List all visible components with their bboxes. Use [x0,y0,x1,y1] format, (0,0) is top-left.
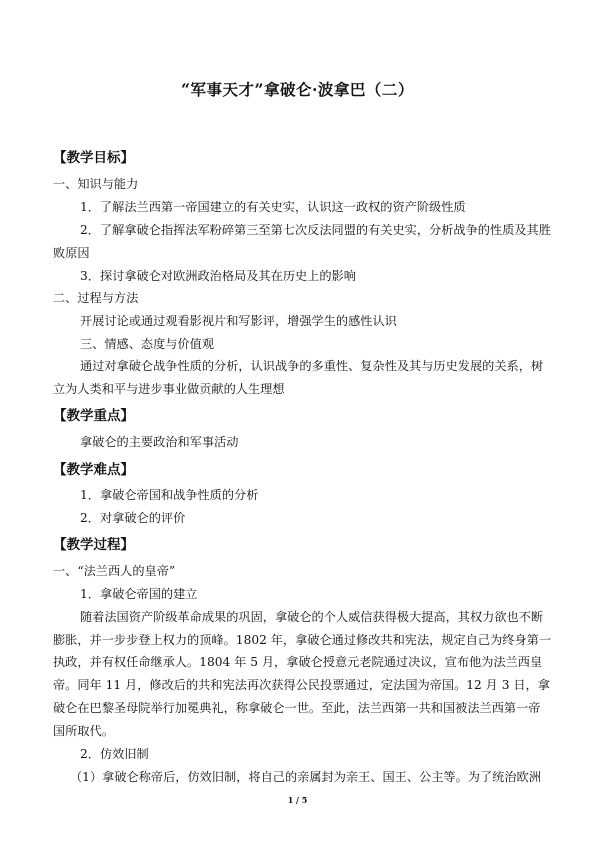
goals-paragraph-3-cont: 立为人类和平与进步事业做贡献的人生理想 [53,382,285,396]
goals-item-2: 2．了解拿破仑指挥法军粉碎第三至第七次反法同盟的有关史实，分析战争的性质及其胜 [80,223,551,237]
key-paragraph: 拿破仑的主要政治和军事活动 [80,435,239,449]
section-heading-key: 【教学重点】 [53,408,134,424]
goals-paragraph-2: 开展讨论或通过观看影视片和写影评，增强学生的感性认识 [80,314,397,328]
process-line-7: （1）拿破仑称帝后，仿效旧制，将自己的亲属封为亲王、国王、公主等。为了统治欧洲 [70,770,541,784]
section-heading-process: 【教学过程】 [53,537,134,553]
difficulty-item-1: 1．拿破仑帝国和战争性质的分析 [80,488,259,502]
goals-item-2-cont: 败原因 [53,246,90,260]
goals-item-3: 3．探讨拿破仑对欧洲政治格局及其在历史上的影响 [80,269,356,283]
goals-paragraph-3: 通过对拿破仑战争性质的分析，认识战争的多重性、复杂性及其与历史发展的关系，树 [80,359,544,373]
page-number: 1 / 5 [287,795,308,805]
process-line-1: 随着法国资产阶级革命成果的巩固，拿破仑的个人威信获得极大提高，其权力欲也不断 [80,610,544,624]
process-line-5: 破仑在巴黎圣母院举行加冕典礼，称拿破仑一世。至此，法兰西第一共和国被法兰西第一帝 [53,701,541,715]
goals-heading-3: 三、情感、态度与价值观 [80,337,215,351]
document-title: “军事天才”拿破仑·波拿巴（二） [181,80,414,99]
section-heading-goals: 【教学目标】 [53,150,134,166]
process-subheading-1: 1．拿破仑帝国的建立 [80,587,198,601]
process-line-4: 帝。同年 11 月，修改后的共和宪法再次获得公民投票通过，定法国为帝国。12 月 3 日，拿 [53,678,550,692]
process-line-3: 执政，并有权任命继承人。1804 年 5 月，拿破仑授意元老院通过决议，宣布他为法兰西皇 [53,655,543,669]
process-line-6: 国所取代。 [53,724,114,738]
difficulty-item-2: 2．对拿破仑的评价 [80,511,186,525]
goals-item-1: 1．了解法兰西第一帝国建立的有关史实，认识这一政权的资产阶级性质 [80,200,466,214]
section-heading-difficulty: 【教学难点】 [53,462,134,478]
process-heading-1: 一、“法兰西人的皇帝” [53,564,176,578]
goals-heading-2: 二、过程与方法 [53,291,139,305]
process-line-2: 膨胀，并一步步登上权力的顶峰。1802 年，拿破仑通过修改共和宪法，规定自己为终身第一 [53,633,552,647]
process-subheading-2: 2．仿效旧制 [80,747,149,761]
goals-heading-1: 一、知识与能力 [53,177,139,191]
